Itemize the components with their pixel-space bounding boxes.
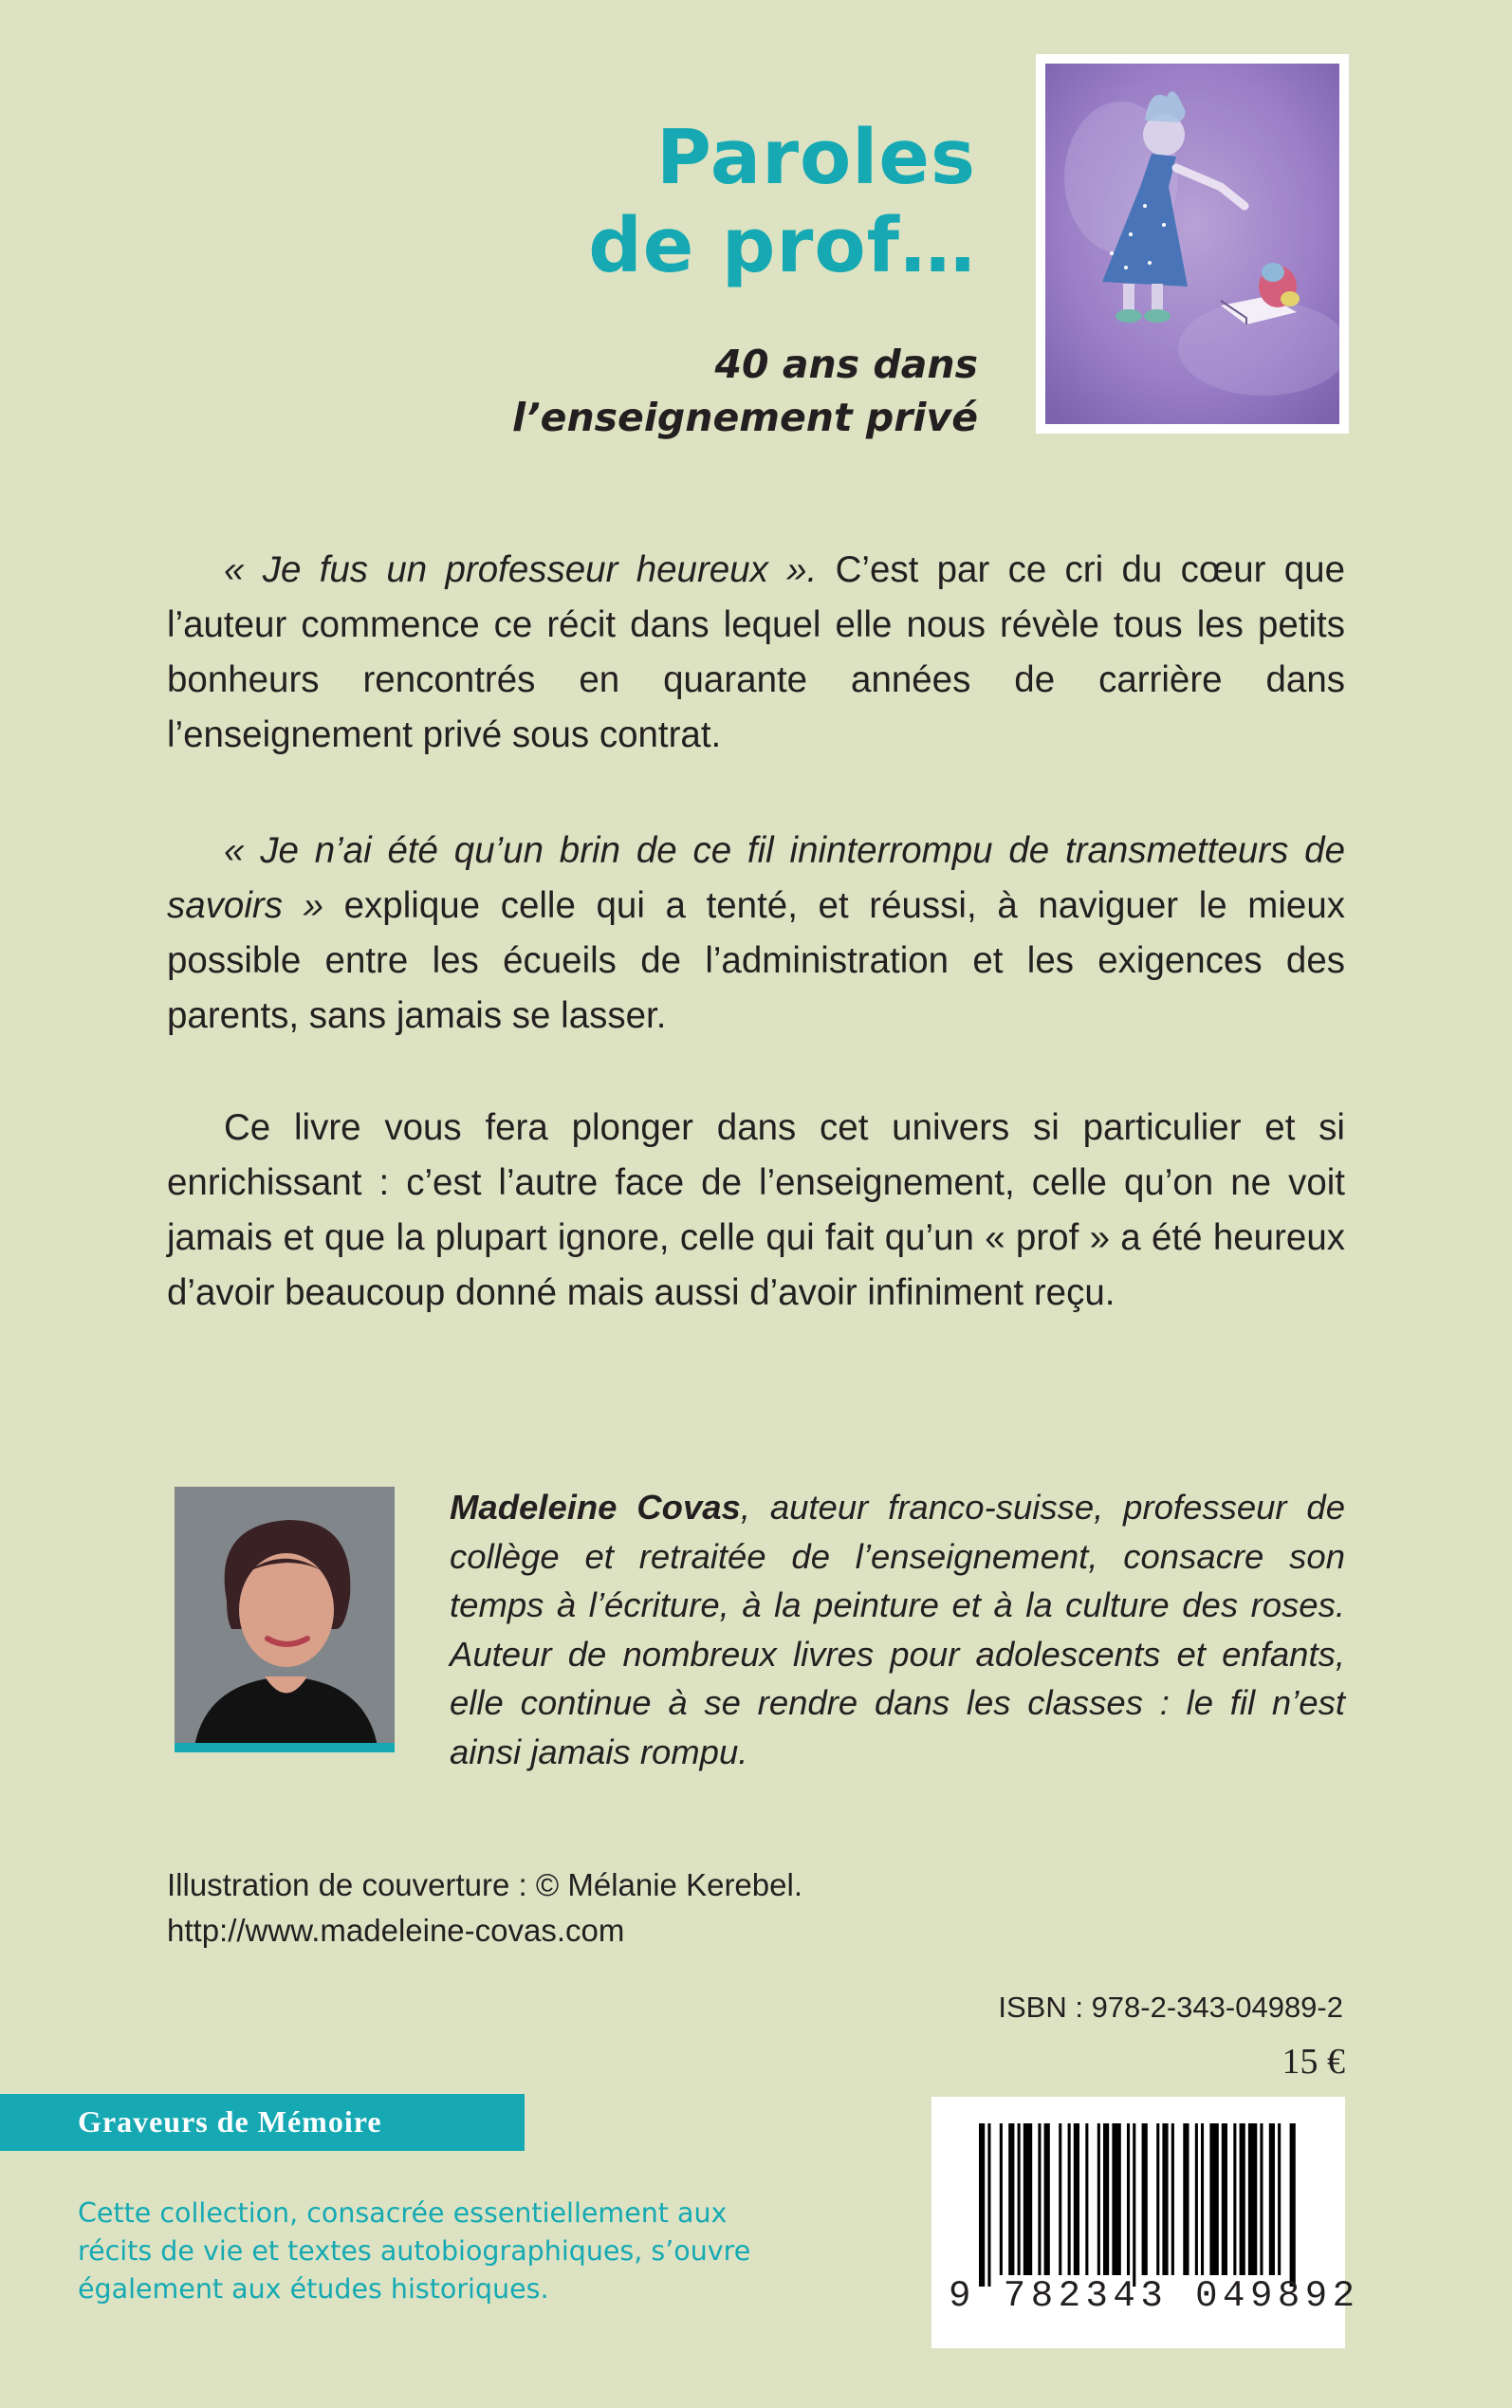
barcode-bar: [1290, 2123, 1296, 2287]
title-line-2: de prof…: [588, 202, 976, 289]
barcode-bar: [1278, 2123, 1281, 2275]
barcode-bar: [1222, 2123, 1227, 2275]
barcode-bar: [987, 2123, 990, 2287]
barcode-bar: [1156, 2123, 1159, 2275]
barcode-bar: [1103, 2123, 1109, 2275]
girl-with-book-illustration: [1045, 64, 1339, 424]
blurb-text-2: explique celle qui a tenté, et réussi, à naviguer le mieux possible entre les écueils de l’administration et les exigences des parents, sans jamais se lasser.: [167, 885, 1345, 1036]
barcode-bar: [1260, 2123, 1263, 2275]
isbn: ISBN : 978-2-343-04989-2: [998, 1991, 1343, 2024]
author-portrait: [175, 1487, 395, 1752]
barcode-bar: [1097, 2123, 1100, 2275]
collection-description: Cette collection, consacrée essentiellement aux récits de vie et textes autobiographiques, s’ouvre également aux études historiques.: [78, 2197, 751, 2305]
blurb-text-1: C’est par ce cri du cœur que l’auteur commence ce récit dans lequel elle nous révèle tous les petits bonheurs rencontrés en quarante années de carrière dans l’enseignement privé sous contrat.: [167, 549, 1345, 755]
blurb-paragraph-2: [167, 824, 1345, 1044]
author-bio: [450, 1483, 1345, 1776]
barcode-bar: [1038, 2123, 1041, 2275]
credits: [167, 1862, 802, 1954]
illustration-credit: Illustration de couverture : © Mélanie Kerebel.: [167, 1867, 802, 1902]
barcode-bar: [1074, 2123, 1079, 2275]
author-photo: [175, 1487, 395, 1752]
barcode-bar: [1133, 2123, 1135, 2287]
barcode-bar: [1044, 2123, 1050, 2275]
barcode-bar: [1248, 2123, 1257, 2275]
author-name: Madeleine Covas: [450, 1488, 741, 1527]
blurb-text-3: Ce livre vous fera plonger dans cet univers si particulier et si enrichissant : c’est l’autre face de l’enseignement, celle qu’on ne voit jamais et que la plupart ignore, celle qui fait qu’un « prof » a été heureux d’avoir beaucoup donné mais aussi d’avoir infiniment reçu.: [167, 1107, 1345, 1313]
barcode-bar: [1201, 2123, 1204, 2275]
cover-illustration: [1036, 54, 1349, 434]
barcode-digits: 9 782343 049892: [949, 2275, 1360, 2317]
price: 15 €: [1282, 2042, 1345, 2082]
barcode-bar: [1059, 2123, 1061, 2275]
barcode-bar: [1000, 2123, 1003, 2275]
barcode-bar: [1240, 2123, 1245, 2275]
barcode-bar: [1008, 2123, 1014, 2275]
author-website: http://www.madeleine-covas.com: [167, 1913, 625, 1948]
barcode-bar: [1233, 2123, 1236, 2275]
barcode-bar: [1195, 2123, 1198, 2275]
barcode-bar: [1269, 2123, 1275, 2275]
barcode-bar: [1162, 2123, 1168, 2275]
barcode-bar: [1112, 2123, 1120, 2275]
subtitle-line-2: l’enseignement privé: [512, 395, 978, 440]
title-line-1: Paroles: [655, 114, 976, 201]
blurb-quote-1: « Je fus un professeur heureux ».: [224, 549, 818, 590]
barcode: [931, 2097, 1360, 2348]
blurb-quote-2: « Je n’ai été qu’un brin de ce fil ininterrompu de transmetteurs de savoirs »: [167, 830, 1345, 926]
book-title: [588, 114, 976, 290]
subtitle-line-1: 40 ans dans: [714, 342, 978, 387]
barcode-bar: [1023, 2123, 1032, 2275]
barcode-bar: [1018, 2123, 1021, 2275]
collection-name: Graveurs de Mémoire: [78, 2104, 382, 2139]
book-subtitle: [512, 338, 978, 444]
barcode-bar: [1171, 2123, 1174, 2275]
barcode-bar: [1209, 2123, 1218, 2275]
barcode-bar: [1068, 2123, 1071, 2275]
blurb-paragraph-1: [167, 543, 1345, 763]
barcode-bar: [1085, 2123, 1088, 2275]
barcode-bars: [931, 2097, 1345, 2287]
barcode-bar: [1183, 2123, 1189, 2275]
barcode-bar: [979, 2123, 985, 2287]
author-bio-text: , auteur franco-suisse, professeur de collège et retraitée de l’enseignement, consacre son temps à l’écriture, à la peinture et à la culture des roses. Auteur de nombreux livres pour adolescents et enfants, elle continue à se rendre dans les classes : le fil n’est ainsi jamais rompu.: [450, 1488, 1346, 1771]
barcode-bar: [1142, 2123, 1148, 2275]
blurb-paragraph-3: [167, 1101, 1345, 1321]
barcode-bar: [1127, 2123, 1130, 2275]
